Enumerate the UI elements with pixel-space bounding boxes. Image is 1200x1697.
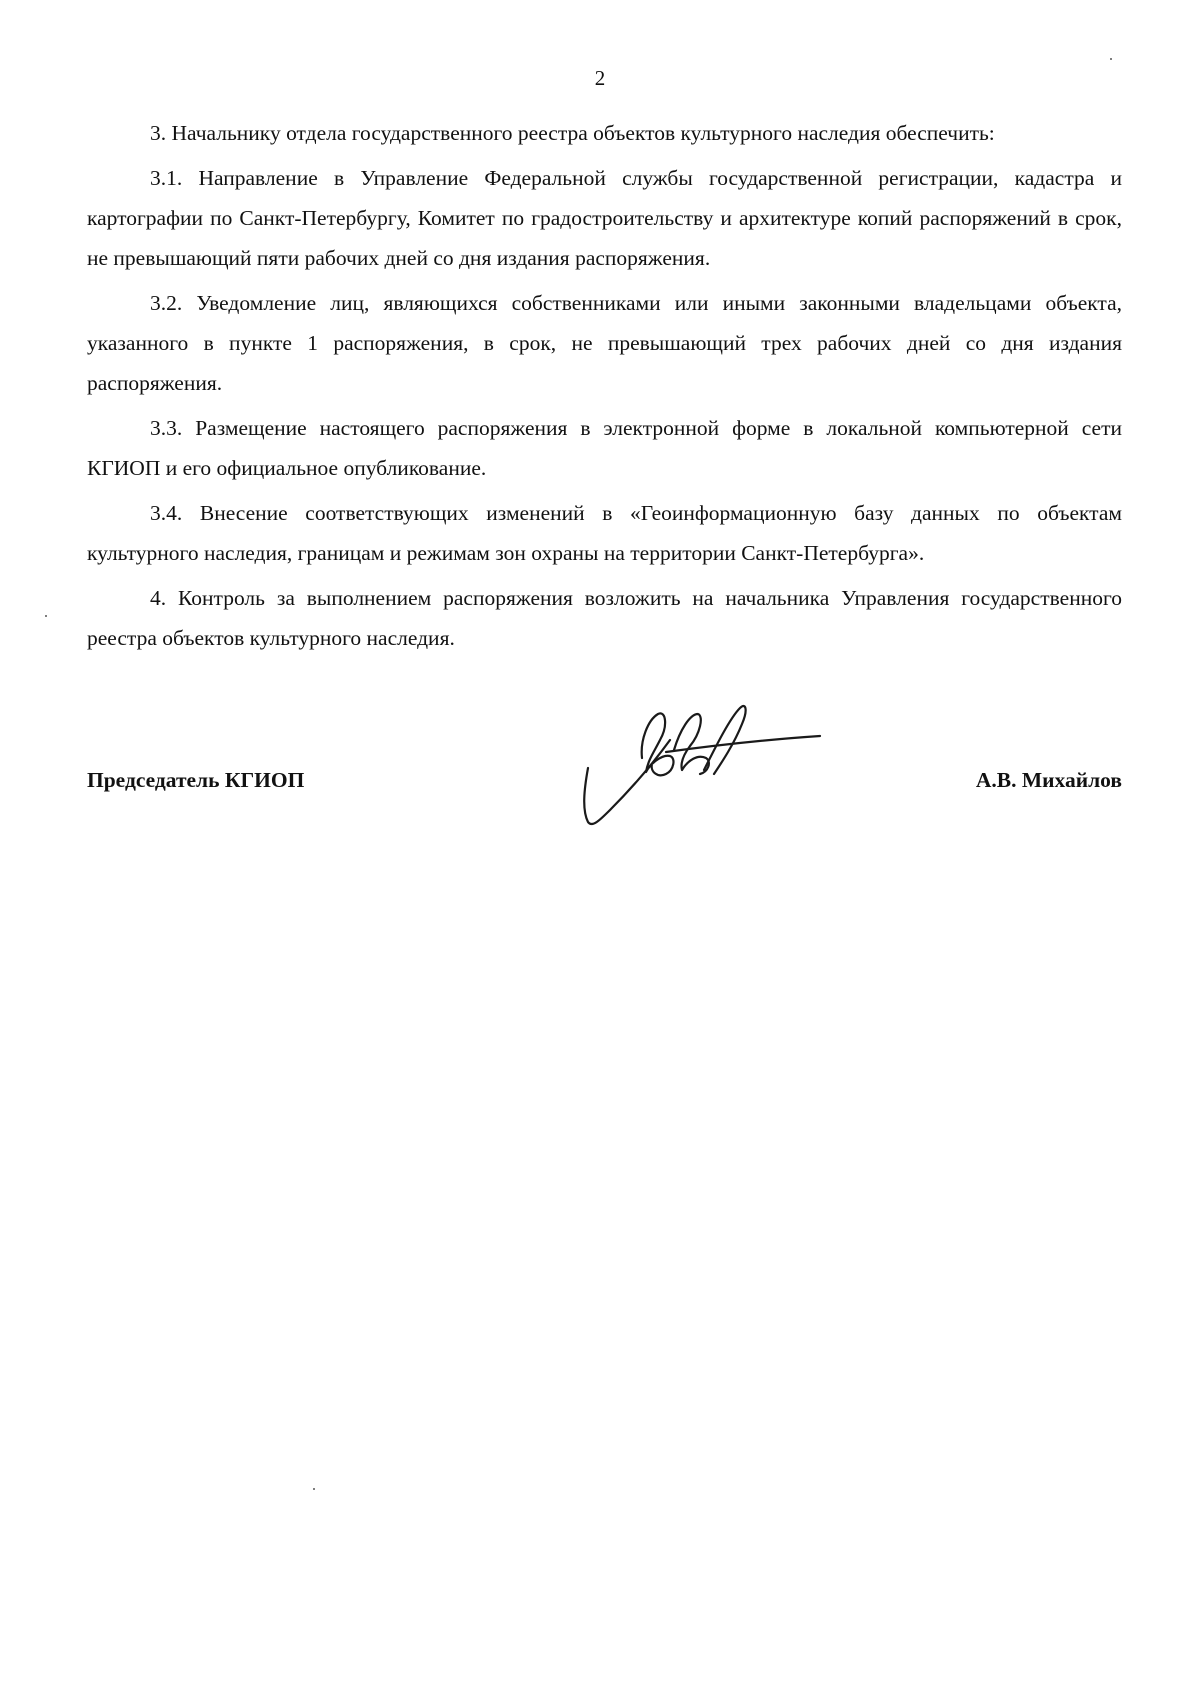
paragraph-3-2: 3.2. Уведомление лиц, являющихся собственниками или иными законными владельцами объекта, указанного в пункте 1 распоряжения, в срок, не превышающий трех рабочих дней со дня издания распоряжения. <box>87 291 1122 395</box>
page-number: 2 <box>594 66 606 90</box>
paragraph-4: 4. Контроль за выполнением распоряжения возложить на начальника Управления государственного реестра объектов культурного наследия. <box>87 586 1122 650</box>
signatory-name: А.В. Михайлов <box>975 768 1122 792</box>
signatory-title: Председатель КГИОП <box>87 768 305 792</box>
document-body <box>87 113 1122 663</box>
paragraph-3-1: 3.1. Направление в Управление Федеральной службы государственной регистрации, кадастра и картографии по Санкт-Петербургу, Комитет по градостроительству и архитектуре копий распоряжений в срок, не превышающий пяти рабочих дней со дня издания распоряжения. <box>87 166 1122 270</box>
handwritten-signature-icon <box>570 700 840 860</box>
paragraph-3-3: 3.3. Размещение настоящего распоряжения в электронной форме в локальной компьютерной сети КГИОП и его официальное опубликование. <box>87 416 1122 480</box>
scan-speck <box>1110 58 1112 60</box>
scan-speck <box>313 1488 315 1490</box>
paragraph-3: 3. Начальнику отдела государственного реестра объектов культурного наследия обеспечить: <box>150 121 995 145</box>
paragraph-3-4: 3.4. Внесение соответствующих изменений в «Геоинформационную базу данных по объектам культурного наследия, границам и режимам зон охраны на территории Санкт-Петербурга». <box>87 501 1122 565</box>
scan-speck <box>45 615 47 617</box>
